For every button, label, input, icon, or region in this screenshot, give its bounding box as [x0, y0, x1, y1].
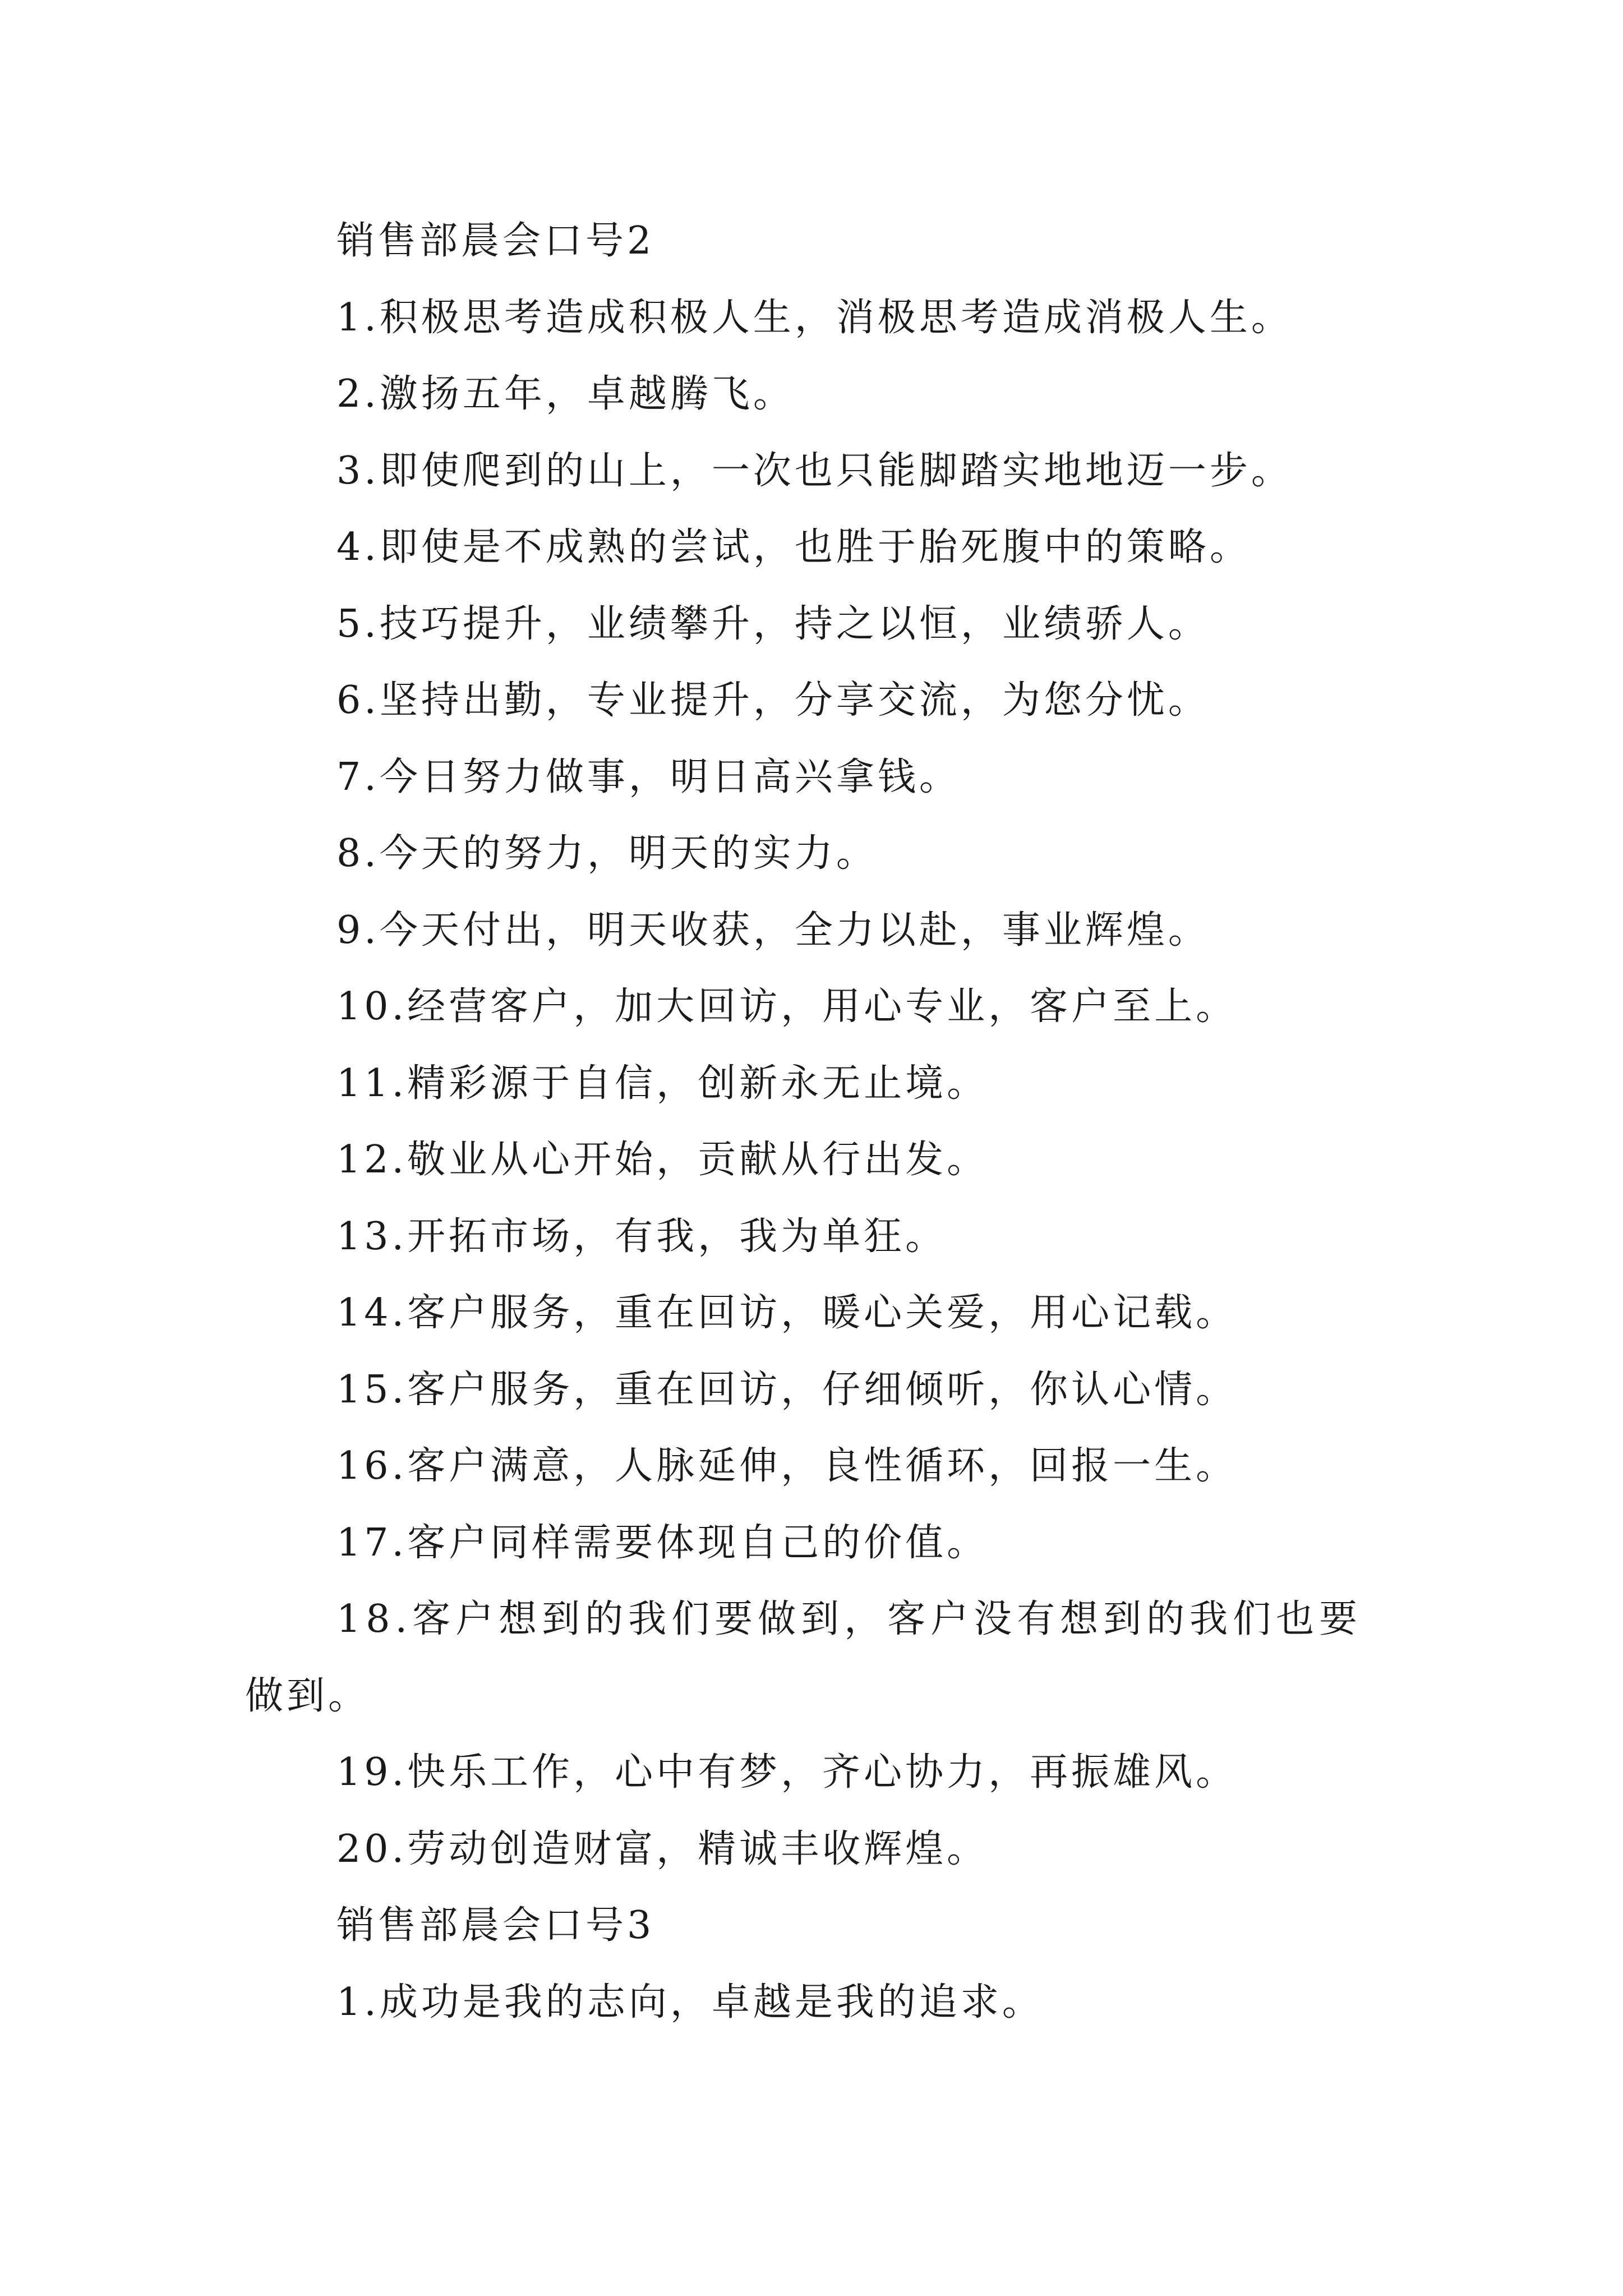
list-item: 5.技巧提升，业绩攀升，持之以恒，业绩骄人。 — [336, 602, 1210, 646]
list-item: 15.客户服务，重在回访，仔细倾听，你认心情。 — [336, 1368, 1238, 1412]
list-item: 3.即使爬到的山上，一次也只能脚踏实地地迈一步。 — [336, 449, 1293, 493]
list-item: 10.经营客户，加大回访，用心专业，客户至上。 — [336, 984, 1238, 1029]
list-item: 1.积极思考造成积极人生，消极思考造成消极人生。 — [336, 296, 1293, 340]
list-item: 17.客户同样需要体现自己的价值。 — [336, 1521, 989, 1565]
section-heading: 销售部晨会口号2 — [336, 219, 655, 263]
list-item: 8.今天的努力，明天的实力。 — [336, 831, 878, 876]
list-item: 7.今日努力做事，明日高兴拿钱。 — [336, 755, 961, 799]
list-item: 14.客户服务，重在回访，暖心关爱，用心记载。 — [336, 1291, 1238, 1335]
section-heading: 销售部晨会口号3 — [336, 1903, 655, 1948]
list-item: 6.坚持出勤，专业提升，分享交流，为您分忧。 — [336, 678, 1210, 723]
list-item: 12.敬业从心开始，贡献从行出发。 — [336, 1138, 989, 1182]
list-item: 4.即使是不成熟的尝试，也胜于胎死腹中的策略。 — [336, 525, 1251, 569]
list-item: 20.劳动创造财富，精诚丰收辉煌。 — [336, 1827, 989, 1871]
list-item: 1.成功是我的志向，卓越是我的追求。 — [336, 1980, 1044, 2024]
list-item: 9.今天付出，明天收获，全力以赴，事业辉煌。 — [336, 908, 1210, 953]
list-item: 13.开拓市场，有我，我为单狂。 — [336, 1214, 947, 1259]
list-item: 19.快乐工作，心中有梦，齐心协力，再振雄风。 — [336, 1750, 1238, 1795]
list-item-continuation: 做到。 — [245, 1674, 370, 1718]
list-item: 16.客户满意，人脉延伸，良性循环，回报一生。 — [336, 1444, 1238, 1488]
list-item: 18.客户想到的我们要做到，客户没有想到的我们也要 — [336, 1597, 1363, 1641]
list-item: 11.精彩源于自信，创新永无止境。 — [336, 1061, 989, 1106]
list-item: 2.激扬五年，卓越腾飞。 — [336, 372, 795, 416]
